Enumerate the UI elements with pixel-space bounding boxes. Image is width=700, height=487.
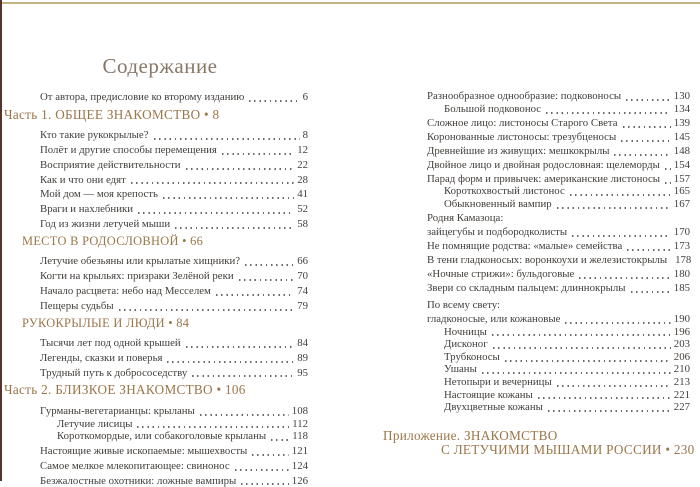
toc-entry — [40, 364, 308, 379]
toc-entry-label: От автора, предисловие ко второму изданию — [40, 91, 245, 103]
toc-entry — [40, 156, 308, 171]
toc-entry-label: Враги и нахлебники — [40, 203, 133, 216]
toc-entry-page: 79 — [297, 299, 308, 312]
toc-entry-label: Парад форм и привычек: американские листоносы — [427, 172, 661, 185]
toc-entry-label: Ушаны — [444, 363, 477, 376]
toc-entry — [427, 266, 690, 280]
toc-entry-page: 134 — [673, 102, 690, 115]
toc-entry-page: 95 — [297, 366, 308, 379]
toc-entry — [427, 129, 690, 143]
toc-entry-label: Трубконосы — [444, 350, 500, 363]
toc-entry-page: 22 — [297, 158, 308, 171]
toc-entry-page: 178 — [675, 253, 692, 266]
dot-leader — [245, 264, 294, 266]
dot-leader — [538, 397, 671, 399]
toc-entry-page: 157 — [673, 172, 690, 185]
dot-leader — [200, 414, 289, 416]
toc-subentry — [427, 363, 690, 376]
toc-entry-label: Год из жизни летучей мыши — [40, 218, 171, 231]
toc-entry-label: Самое мелкое млекопитающее: свинонос — [40, 459, 230, 472]
toc-entry-label: Обыкновенный вампир — [444, 197, 552, 210]
dot-leader — [482, 372, 671, 374]
toc-entry-page: 203 — [673, 338, 690, 351]
dot-leader — [557, 207, 671, 209]
toc-entry — [427, 238, 690, 252]
toc-entry-label: Ночницы — [444, 325, 487, 338]
toc-entry-page: 130 — [673, 90, 690, 103]
toc-entry-label: Двухцветные кожаны — [444, 401, 543, 414]
toc-entry — [40, 252, 308, 267]
dot-leader — [252, 454, 289, 456]
toc-entry-label: Часть 2. БЛИЗКОЕ ЗНАКОМСТВО • 106 — [4, 382, 246, 398]
toc-entry-page: 213 — [673, 375, 690, 388]
toc-entry-label: Полёт и другие способы перемещения — [40, 144, 217, 157]
toc-entry-label: Мой дом — моя крепость — [40, 188, 158, 201]
toc-entry — [40, 334, 308, 349]
toc-entry-page: 6 — [302, 91, 308, 103]
toc-entry — [427, 115, 690, 129]
toc-entry-label: Дисконог — [444, 338, 488, 351]
toc-subentry — [427, 185, 690, 198]
dot-leader — [249, 100, 299, 102]
dot-leader — [131, 182, 294, 184]
dot-leader — [192, 375, 294, 377]
dot-leader — [241, 483, 289, 485]
toc-left-page — [4, 88, 308, 487]
toc-entry-label: Короткомордые, или собакоголовые крыланы — [57, 430, 267, 443]
dot-leader — [216, 294, 294, 296]
toc-entry — [40, 171, 308, 186]
toc-subentry — [427, 375, 690, 388]
toc-entry — [40, 402, 308, 417]
toc-entry-page: 206 — [673, 350, 690, 363]
toc-entry-label: Восприятие действительности — [40, 158, 181, 171]
toc-entry-page: 167 — [673, 197, 690, 210]
toc-entry-page: 139 — [673, 116, 690, 129]
toc-entry-page: 66 — [297, 255, 308, 268]
toc-entry-page: 58 — [297, 218, 308, 231]
toc-part-heading — [4, 382, 308, 399]
toc-entry-label: Разнообразное однообразие: подковоносы — [427, 90, 622, 103]
toc-entry-page: 28 — [297, 173, 308, 186]
toc-entry — [40, 457, 308, 472]
toc-entry — [427, 143, 690, 157]
toc-entry-label: Трудный путь к добрососедству — [40, 366, 188, 379]
toc-entry-page: 52 — [297, 203, 308, 216]
toc-entry-label: По всему свету: — [427, 298, 501, 311]
toc-entry — [40, 282, 308, 297]
toc-entry — [40, 442, 308, 457]
toc-entry — [427, 157, 690, 171]
toc-entry-label: Летучие обезьяны или крылатые хищники? — [40, 255, 241, 268]
toc-entry — [427, 252, 690, 266]
toc-entry-page: 8 — [302, 129, 308, 142]
toc-entry-page: 154 — [673, 158, 690, 171]
dot-leader — [138, 212, 294, 214]
toc-subentry — [427, 337, 690, 350]
toc-subentry — [427, 325, 690, 338]
toc-entry-page: 173 — [673, 239, 690, 252]
toc-entry-label: Коронованные листоносы: трезубценосы — [427, 130, 617, 143]
toc-subentry — [40, 417, 308, 430]
toc-entry — [40, 88, 308, 103]
toc-entry-label: зайцегубы и подбородколисты — [427, 225, 568, 238]
toc-entry-label: Гурманы-вегетарианцы: крыланы — [40, 404, 195, 417]
dot-leader — [119, 309, 295, 311]
toc-entry-label: Приложение. ЗНАКОМСТВО — [383, 427, 558, 443]
dot-leader — [235, 469, 289, 471]
dot-leader — [548, 410, 671, 412]
dot-leader — [154, 138, 300, 140]
toc-entry-label: Когти на крыльях: призраки Зелёной реки — [40, 270, 234, 283]
toc-entry-label: РУКОКРЫЛЫЕ И ЛЮДИ • 84 — [22, 315, 190, 330]
toc-entry-page: 227 — [673, 401, 690, 414]
left-edge-rule — [0, 0, 2, 481]
dot-leader — [239, 279, 295, 281]
toc-entry-page: 112 — [292, 417, 308, 430]
toc-subentry — [427, 350, 690, 363]
toc-entry-label: Пещеры судьбы — [40, 299, 114, 312]
toc-entry-label: Легенды, сказки и поверья — [40, 351, 163, 364]
top-rule-divider — [0, 2, 700, 4]
toc-entry-label: Летучие лисицы — [57, 417, 133, 430]
toc-entry-page: 12 — [297, 144, 308, 157]
dot-leader — [186, 346, 295, 348]
toc-subentry — [427, 388, 690, 401]
toc-entry-label: Сложное лицо: листоносы Старого Света — [427, 116, 618, 129]
toc-entry-label: «Ночные стрижи»: бульдоговые — [427, 267, 575, 280]
toc-entry-page: 145 — [673, 130, 690, 143]
toc-entry — [427, 210, 690, 224]
toc-entry-label: Настоящие живые ископаемые: мышехвосты — [40, 444, 248, 457]
toc-right-page — [383, 88, 695, 458]
dot-leader — [572, 235, 671, 237]
toc-entry-page: 108 — [291, 404, 308, 417]
toc-entry — [427, 311, 690, 325]
toc-entry-page: 148 — [673, 144, 690, 157]
toc-part-heading — [4, 107, 308, 124]
toc-entry-page: 180 — [673, 267, 690, 280]
dot-leader — [665, 182, 671, 184]
toc-entry-page: 84 — [297, 337, 308, 350]
dot-leader — [565, 322, 670, 324]
toc-entry-label: Родня Камазоца: — [427, 211, 504, 224]
dot-leader — [137, 426, 289, 428]
dot-leader — [579, 277, 670, 279]
toc-entry-label: Короткохвостый листонос — [444, 185, 565, 198]
toc-entry — [40, 141, 308, 156]
toc-entry-label: Не помнящие родства: «малые» семейства — [427, 239, 623, 252]
toc-entry-page: 124 — [291, 459, 308, 472]
toc-entry-label: Безжалостные охотники: ложные вампиры — [40, 474, 237, 487]
toc-entry — [40, 200, 308, 215]
dot-leader — [623, 126, 671, 128]
toc-entry-label: МЕСТО В РОДОСЛОВНОЙ • 66 — [22, 233, 204, 248]
toc-entry — [427, 88, 690, 102]
toc-entry — [427, 297, 690, 311]
toc-entry-page: 41 — [297, 188, 308, 201]
toc-entry-page: 89 — [297, 351, 308, 364]
toc-subentry — [427, 400, 690, 413]
toc-entry-page: 210 — [673, 363, 690, 376]
dot-leader — [271, 439, 289, 441]
dot-leader — [621, 140, 671, 142]
toc-entry-label: Древнейшие из живущих: мешкокрылы — [427, 144, 610, 157]
dot-leader — [557, 385, 671, 387]
dot-leader — [163, 197, 294, 199]
toc-subentry — [427, 197, 690, 210]
toc-section-heading — [22, 316, 308, 332]
toc-appendix-heading — [441, 441, 695, 458]
dot-leader — [546, 112, 671, 114]
dot-leader — [167, 361, 294, 363]
dot-leader — [614, 154, 670, 156]
toc-entry-label: Нетопыри и вечерницы — [444, 375, 552, 388]
toc-entry-page: 118 — [292, 430, 308, 443]
toc-entry-page: 70 — [297, 270, 308, 283]
toc-entry — [427, 280, 690, 294]
toc-entry-label: Двойное лицо и двойная родословная: щелеморды — [427, 158, 660, 171]
toc-entry — [40, 472, 308, 487]
toc-entry-label: Кто такие рукокрылые? — [40, 129, 149, 142]
toc-entry-page: 121 — [291, 444, 308, 457]
dot-leader — [626, 99, 671, 101]
toc-entry — [427, 224, 690, 238]
toc-entry-label: В тени гладконосых: воронкоухи и железистокрылы — [427, 253, 668, 266]
toc-entry — [40, 126, 308, 141]
toc-entry-label: гладконосые, или кожановые — [427, 312, 561, 325]
dot-leader — [631, 291, 671, 293]
toc-entry-page: 126 — [291, 474, 308, 487]
toc-entry — [40, 215, 308, 230]
toc-entry-label: С ЛЕТУЧИМИ МЫШАМИ РОССИИ • 230 — [441, 441, 695, 457]
toc-entry-label: Как и что они едят — [40, 173, 126, 186]
toc-entry-label: Начало расцвета: небо над Месселем — [40, 284, 211, 297]
toc-entry-page: 196 — [673, 325, 690, 338]
toc-section-heading — [22, 234, 308, 250]
toc-entry-label: Звери со складным пальцем: длиннокрылы — [427, 281, 626, 294]
toc-entry-page: 165 — [673, 185, 690, 198]
toc-subentry — [427, 102, 690, 115]
dot-leader — [665, 168, 671, 170]
toc-entry — [427, 171, 690, 185]
toc-entry-page: 170 — [673, 225, 690, 238]
toc-entry — [40, 185, 308, 200]
toc-subentry — [40, 429, 308, 442]
dot-leader — [175, 227, 294, 229]
toc-entry-page: 190 — [673, 312, 690, 325]
dot-leader — [186, 168, 295, 170]
dot-leader — [222, 153, 294, 155]
toc-entry — [40, 267, 308, 282]
toc-entry-page: 74 — [297, 284, 308, 297]
dot-leader — [492, 334, 671, 336]
page-title: Содержание — [102, 54, 218, 78]
toc-entry-label: Большой подковонос — [444, 102, 542, 115]
toc-entry-label: Настоящие кожаны — [444, 388, 533, 401]
toc-entry — [40, 349, 308, 364]
dot-leader — [570, 194, 671, 196]
toc-entry — [40, 297, 308, 312]
toc-entry-page: 185 — [673, 281, 690, 294]
toc-entry-label: Тысячи лет под одной крышей — [40, 337, 181, 350]
toc-entry-page: 221 — [673, 388, 690, 401]
dot-leader — [627, 249, 670, 251]
toc-entry-label: Часть 1. ОБЩЕЕ ЗНАКОМСТВО • 8 — [4, 106, 220, 122]
dot-leader — [505, 360, 671, 362]
dot-leader — [493, 347, 671, 349]
